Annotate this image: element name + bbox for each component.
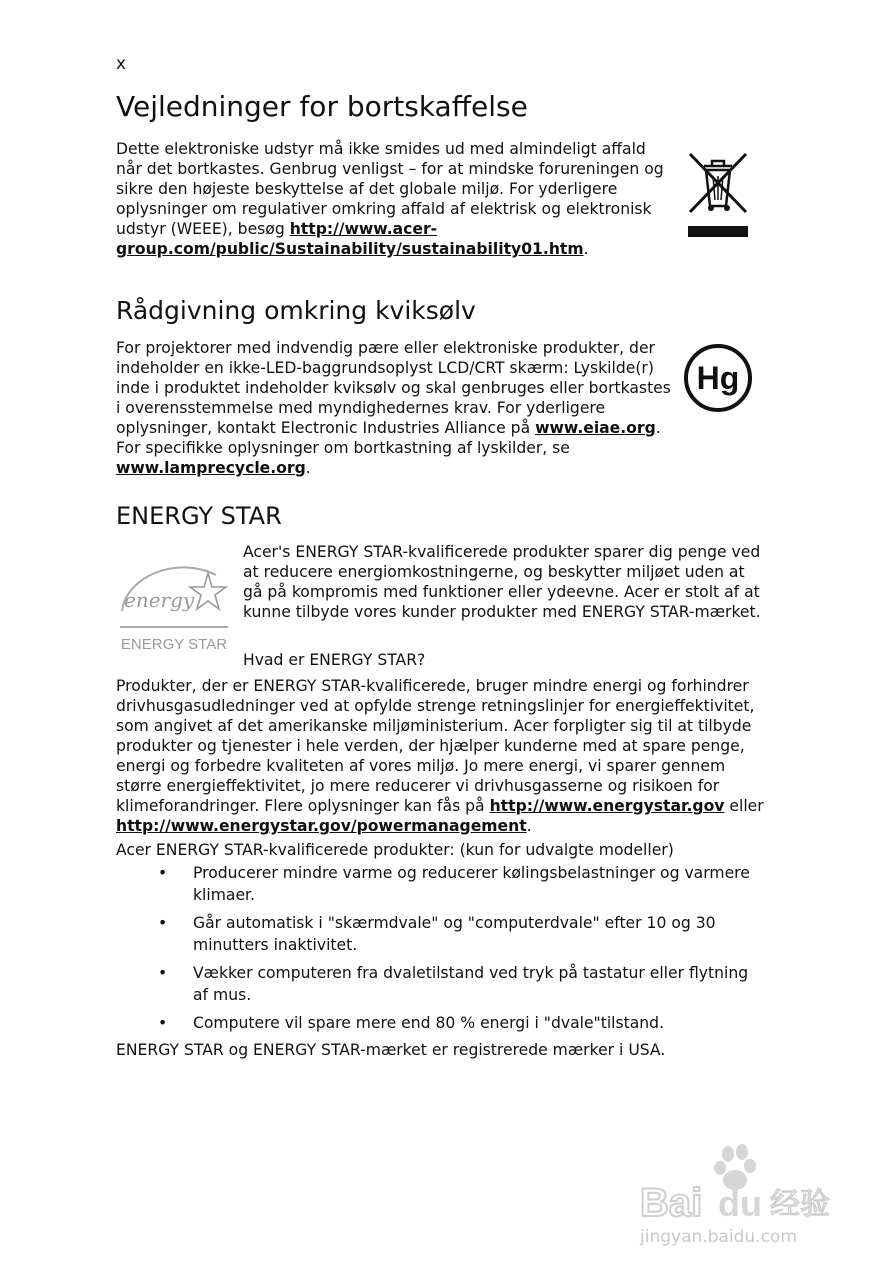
watermark-cn: 经验 (770, 1187, 830, 1222)
powermanagement-link[interactable]: http://www.energystar.gov/powermanagement (116, 817, 527, 835)
list-item (116, 1012, 756, 1034)
energy-trademark: ENERGY STAR og ENERGY STAR-mærket er registrerede mærker i USA. (116, 1041, 666, 1059)
energy-intro: Acer's ENERGY STAR-kvalificerede produkter sparer dig penge ved at reducere energiomkostningerne, og beskytter miljøet uden at gå på kompromis med funktioner eller ydeevne. Acer er stolt af at kunne tilbyde vores kunder produkter med ENERGY STAR-mærket. (243, 543, 761, 621)
energy-body-text: Produkter, der er ENERGY STAR-kvalificerede, bruger mindre energi og forhindrer drivhusgasudledninger ved at opfylde strenge retningslinjer for energieffektivitet, som angivet af det amerikanske miljøministerium. Acer forpligter sig til at tilbyde produkter og tjenester i hele verden, der hjælper kunderne med at spare penge, energi og forbedre kvaliteten af vores miljø. Jo mere energi, vi sparer gennem større energieffektivitet, jo mere reducerer vi drivhusgasserne og risikoen for klimeforandringer. Flere oplysninger kan fås på (116, 677, 755, 815)
bullet-icon: • (158, 864, 168, 882)
energy-logo-script: energy (124, 588, 195, 612)
mercury-text: For projektorer med indvendig pære eller elektroniske produkter, der indeholder en ikke-LED-baggrundsoplyst LCD/CRT skærm: Lyskilde(r) inde i produktet indeholder kviksølv og skal genbruges eller bortkastes i overensstemmelse med myndighedernes krav. For yderligere oplysninger, kontakt Electronic Industries Alliance på (116, 339, 671, 437)
energy-body (116, 676, 766, 836)
mercury-paragraph (116, 338, 676, 478)
mercury-text-end: . (305, 459, 311, 477)
baidu-watermark (636, 1140, 846, 1250)
energy-what-is: Hvad er ENERGY STAR? (243, 651, 426, 669)
weee-bin-icon (686, 150, 750, 240)
bullet-text: Producerer mindre varme og reducerer kølingsbelastninger og varmere klimaer. (193, 864, 750, 904)
bullet-text: Går automatisk i "skærmdvale" og "computerdvale" efter 10 og 30 minutters inaktivitet. (193, 914, 716, 954)
mercury-text-2: . For specifikke oplysninger om bortkastning af lyskilder, se (116, 419, 661, 457)
list-item (116, 862, 756, 906)
mercury-heading: Rådgivning omkring kviksølv (116, 296, 476, 325)
energy-star-heading: ENERGY STAR (116, 502, 282, 530)
eiae-link[interactable]: www.eiae.org (535, 419, 656, 437)
lamprecycle-link[interactable]: www.lamprecycle.org (116, 459, 306, 477)
energy-star-logo (116, 555, 232, 659)
mercury-hg-icon (683, 343, 753, 413)
bullet-icon: • (158, 914, 168, 932)
bullet-text: Vækker computeren fra dvaletilstand ved tryk på tastatur eller flytning af mus. (193, 964, 749, 1004)
disposal-paragraph (116, 139, 676, 259)
energystar-link[interactable]: http://www.energystar.gov (489, 797, 725, 815)
weee-link[interactable]: http://www.acer-group.com/public/Sustainability/sustainability01.htm (116, 220, 584, 258)
energy-body-end: . (526, 817, 532, 835)
watermark-url: jingyan.baidu.com (640, 1227, 797, 1247)
bullet-text: Computere vil spare mere end 80 % energi i "dvale"tilstand. (193, 1014, 665, 1032)
bullet-icon: • (158, 1014, 168, 1032)
hg-label: Hg (696, 360, 740, 396)
bullet-icon: • (158, 964, 168, 982)
list-item (116, 962, 756, 1006)
energy-logo-text: ENERGY STAR (120, 636, 228, 653)
disposal-heading: Vejledninger for bortskaffelse (116, 90, 528, 123)
energy-qualified: Acer ENERGY STAR-kvalificerede produkter: (kun for udvalgte modeller) (116, 841, 674, 859)
list-item (116, 912, 756, 956)
watermark-brand-2: du (718, 1183, 762, 1224)
energy-bullet-list (116, 862, 756, 1040)
watermark-brand: Bai (640, 1181, 703, 1225)
disposal-text: Dette elektroniske udstyr må ikke smides ud med almindeligt affald når det bortkastes. Genbrug venligst – for at mindske forureningen og sikre den højeste beskyttelse af det globale miljø. For yderligere oplysninger om regulativer omkring affald af elektrisk og elektronisk udstyr (WEEE), besøg (116, 140, 664, 238)
page-number: x (116, 54, 127, 74)
energy-between: eller (724, 797, 764, 815)
disposal-text-end: . (583, 240, 589, 258)
